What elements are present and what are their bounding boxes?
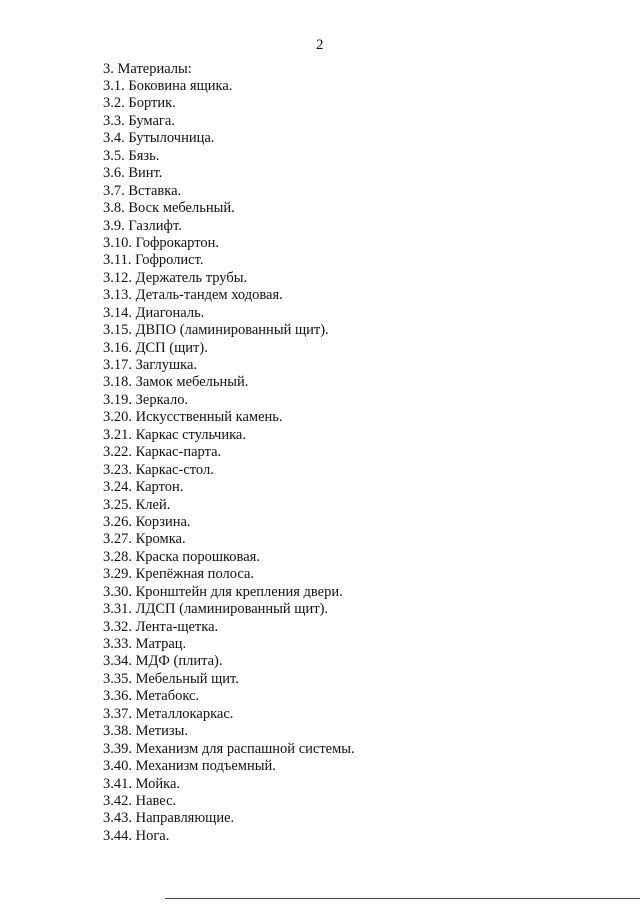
list-item: 3.14. Диагональ. (103, 304, 205, 321)
list-item: 3.32. Лента-щетка. (103, 618, 219, 635)
section-heading: 3. Материалы: (103, 61, 192, 77)
list-item: 3.35. Мебельный щит. (103, 670, 239, 687)
list-item: 3.13. Деталь-тандем ходовая. (103, 287, 283, 304)
list-item: 3.23. Каркас-стол. (103, 461, 214, 478)
list-item: 3.16. ДСП (щит). (103, 339, 208, 356)
list-item: 3.27. Кромка. (103, 531, 186, 548)
list-item: 3.21. Каркас стульчика. (103, 426, 246, 443)
page-number: 2 (316, 37, 324, 53)
list-item: 3.30. Кронштейн для крепления двери. (103, 583, 343, 600)
list-item: 3.5. Бязь. (103, 147, 160, 164)
list-item: 3.26. Корзина. (103, 513, 191, 530)
list-item: 3.10. Гофрокартон. (103, 234, 219, 251)
list-item: 3.38. Метизы. (103, 723, 188, 740)
list-item: 3.19. Зеркало. (103, 391, 189, 408)
list-item: 3.15. ДВПО (ламинированный щит). (103, 322, 329, 339)
list-item: 3.17. Заглушка. (103, 357, 198, 373)
list-item: 3.18. Замок мебельный. (103, 374, 249, 391)
list-item: 3.8. Воск мебельный. (103, 200, 235, 217)
list-item: 3.29. Крепёжная полоса. (103, 566, 255, 583)
list-item: 3.42. Навес. (103, 792, 177, 809)
list-item: 3.43. Направляющие. (103, 810, 235, 827)
list-item: 3.37. Металлокаркас. (103, 705, 234, 722)
footer-rule (165, 898, 640, 899)
list-item: 3.28. Краска порошковая. (103, 548, 260, 565)
list-item: 3.39. Механизм для распашной системы. (103, 740, 355, 757)
list-item: 3.33. Матрац. (103, 636, 187, 652)
list-item: 3.34. МДФ (плита). (103, 653, 223, 670)
list-item: 3.31. ЛДСП (ламинированный щит). (103, 601, 329, 618)
list-item: 3.44. Нога. (103, 827, 170, 844)
list-item: 3.24. Картон. (103, 479, 184, 496)
list-item: 3.40. Механизм подъемный. (103, 758, 276, 775)
list-item: 3.41. Мойка. (103, 775, 181, 792)
list-item: 3.11. Гофролист. (103, 252, 204, 269)
list-item: 3.4. Бутылочница. (103, 130, 215, 147)
list-item: 3.22. Каркас-парта. (103, 444, 222, 461)
list-item: 3.25. Клей. (103, 496, 171, 513)
list-item: 3.36. Метабокс. (103, 688, 200, 705)
list-item: 3.6. Винт. (103, 165, 163, 182)
list-item: 3.1. Боковина ящика. (103, 78, 233, 94)
list-item: 3.2. Бортик. (103, 95, 176, 112)
list-item: 3.12. Держатель трубы. (103, 269, 248, 286)
list-item: 3.3. Бумага. (103, 112, 175, 129)
list-item: 3.9. Газлифт. (103, 217, 182, 234)
materials-list (103, 78, 603, 845)
list-item: 3.7. Вставка. (103, 182, 182, 199)
document-body (103, 60, 603, 845)
list-item: 3.20. Искусственный камень. (103, 409, 283, 426)
